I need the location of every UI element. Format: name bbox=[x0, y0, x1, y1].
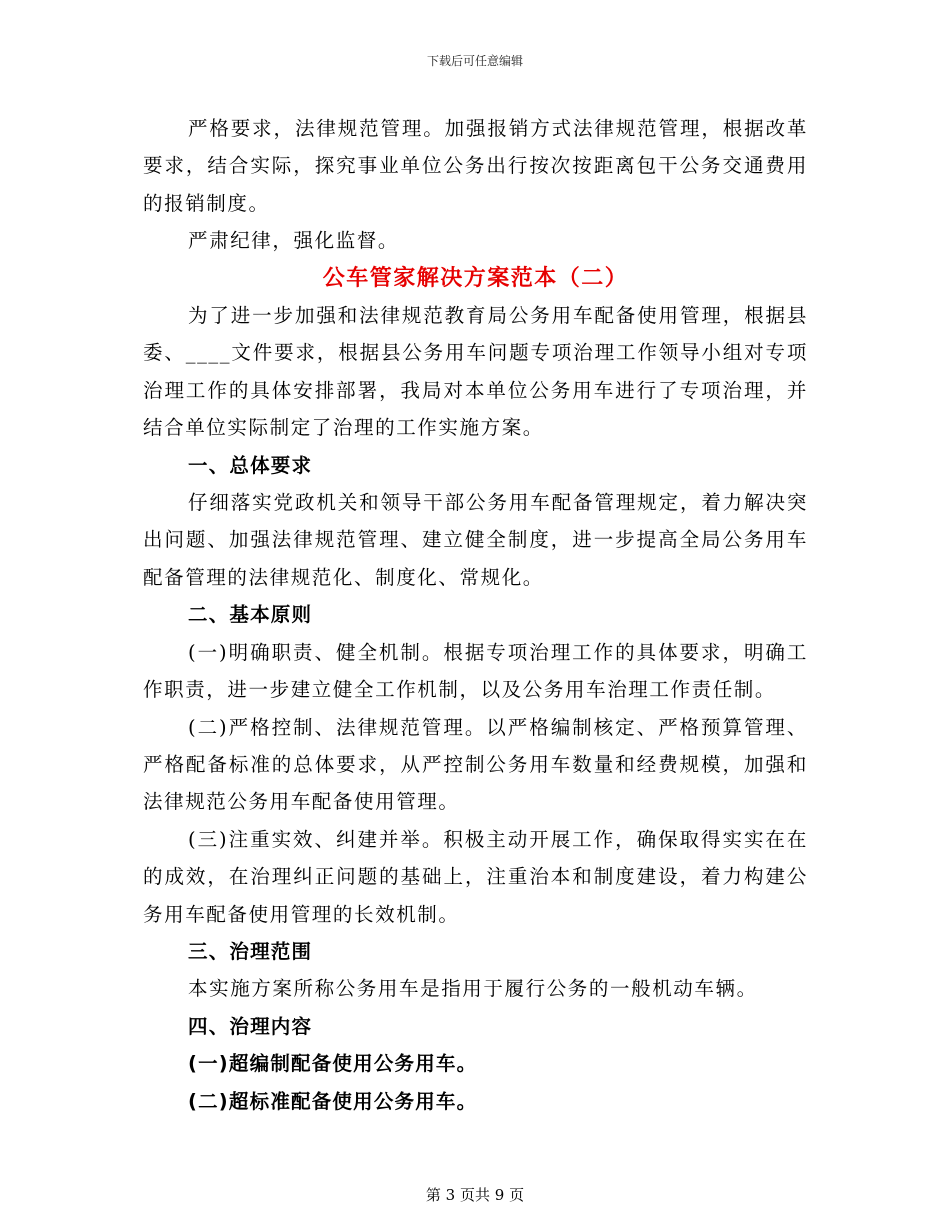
section-title: 公车管家解决方案范本（二） bbox=[322, 265, 629, 291]
heading-scope: 三、治理范围 bbox=[188, 939, 313, 963]
heading-general-requirements: 一、总体要求 bbox=[188, 453, 313, 477]
page-header-note: 下载后可任意编辑 bbox=[426, 54, 523, 68]
paragraph-intro: 为了进一步加强和法律规范教育局公务用车配备使用管理，根据县委、____文件要求，根据县公务用车问题专项治理工作领导小组对专项治理工作的具体安排部署，我局对本单位公务用车进行了专项治理，并结合单位实际制定了治理的工作实施方案。 bbox=[143, 304, 808, 440]
paragraph-strict-requirements: 严格要求，法律规范管理。加强报销方式法律规范管理，根据改革要求，结合实际，探究事业单位公务出行按次按距离包干公务交通费用的报销制度。 bbox=[143, 117, 808, 215]
document-body bbox=[143, 110, 808, 1120]
heading-content: 四、治理内容 bbox=[188, 1014, 313, 1038]
paragraph-general-requirements: 仔细落实党政机关和领导干部公务用车配备管理规定，着力解决突出问题、加强法律规范管理、建立健全制度，进一步提高全局公务用车配备管理的法律规范化、制度化、常规化。 bbox=[143, 491, 808, 589]
paragraph-discipline: 严肃纪律，强化监督。 bbox=[188, 229, 400, 253]
paragraph-principle-2: (二)严格控制、法律规范管理。以严格编制核定、严格预算管理、严格配备标准的总体要求，从严控制公务用车数量和经费规模，加强和法律规范公务用车配备使用管理。 bbox=[143, 715, 808, 814]
heading-content-item-2: (二)超标准配备使用公务用车。 bbox=[188, 1089, 478, 1113]
heading-content-item-1: (一)超编制配备使用公务用车。 bbox=[188, 1052, 478, 1076]
paragraph-principle-3: (三)注重实效、纠建并举。积极主动开展工作，确保取得实实在在的成效，在治理纠正问题的基础上，注重治本和制度建设，着力构建公务用车配备使用管理的长效机制。 bbox=[143, 827, 808, 926]
page-footer: 第 3 页共 9 页 bbox=[425, 1186, 525, 1204]
heading-basic-principles: 二、基本原则 bbox=[188, 603, 313, 627]
paragraph-principle-1: (一)明确职责、健全机制。根据专项治理工作的具体要求，明确工作职责，进一步建立健全工作机制，以及公务用车治理工作责任制。 bbox=[143, 640, 808, 702]
paragraph-scope: 本实施方案所称公务用车是指用于履行公务的一般机动车辆。 bbox=[188, 977, 758, 1001]
